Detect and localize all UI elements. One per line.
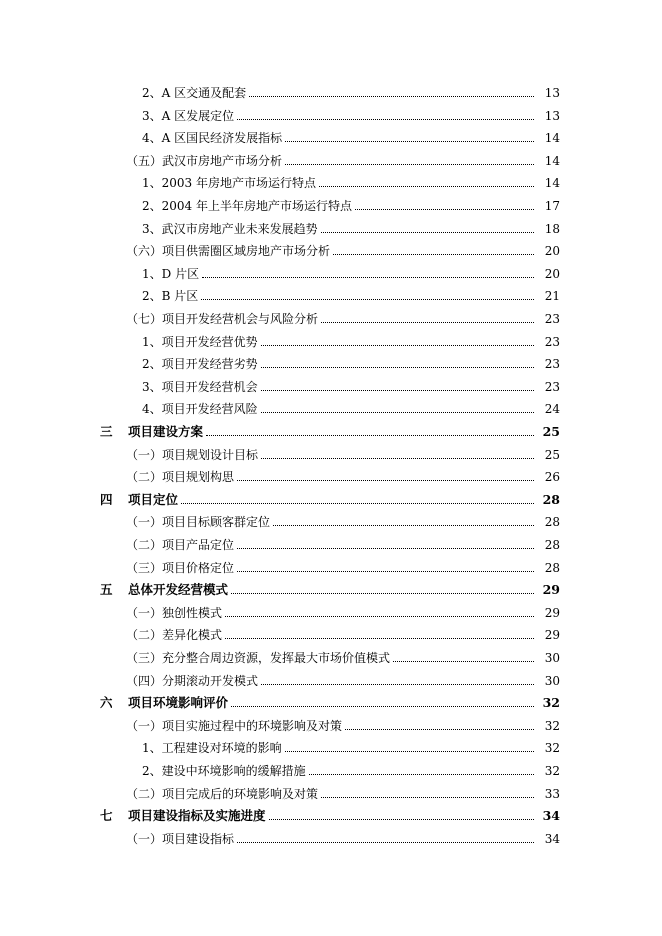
page-number: 32	[542, 695, 560, 710]
toc-entry-label: （一）项目建设指标	[126, 832, 235, 846]
page-number: 20	[544, 244, 560, 258]
page-number: 25	[544, 448, 560, 462]
dot-leader	[201, 299, 534, 300]
dot-leader	[321, 797, 534, 798]
page-number: 23	[544, 335, 560, 349]
dot-leader	[237, 480, 534, 481]
toc-entry-label: （六）项目供需圈区域房地产市场分析	[126, 244, 331, 258]
dot-leader	[231, 593, 534, 594]
toc-entry[interactable]	[142, 170, 560, 190]
dot-leader	[393, 661, 534, 662]
toc-entry-label	[100, 425, 206, 439]
dot-leader	[261, 390, 534, 391]
toc-entry[interactable]	[142, 261, 560, 281]
toc-entry-label: （二）项目规划构思	[126, 470, 235, 484]
page-number: 17	[544, 199, 560, 213]
toc-entry[interactable]	[126, 555, 560, 575]
toc-entry-label	[100, 809, 269, 823]
toc-entry[interactable]	[142, 758, 560, 778]
toc-entry[interactable]	[100, 487, 560, 507]
toc-entry-label: （七）项目开发经营机会与风险分析	[126, 312, 319, 326]
toc-entry-label: （二）项目产品定位	[126, 538, 235, 552]
toc-entry[interactable]	[142, 80, 560, 100]
toc-entry-label: 1、工程建设对环境的影响	[142, 741, 282, 755]
page-number: 28	[544, 538, 560, 552]
toc-entry-label: （三）充分整合周边资源，发挥最大市场价值模式	[126, 651, 391, 665]
page-number: 14	[544, 154, 560, 168]
toc-entry[interactable]	[126, 464, 560, 484]
toc-entry-label: 4、A 区国民经济发展指标	[142, 131, 283, 145]
dot-leader	[273, 525, 534, 526]
page-number: 18	[544, 222, 560, 236]
page-number: 14	[544, 176, 560, 190]
toc-entry-label	[100, 583, 231, 597]
dot-leader	[181, 503, 534, 504]
chapter-number: 五	[100, 582, 113, 597]
chapter-title: 项目建设方案	[128, 424, 204, 439]
dot-leader	[237, 119, 534, 120]
dot-leader	[261, 412, 534, 413]
toc-entry[interactable]	[126, 238, 560, 258]
page-number: 13	[544, 86, 560, 100]
toc-entry[interactable]	[126, 442, 560, 462]
toc-entry[interactable]	[126, 509, 560, 529]
toc-entry-label: （二）项目完成后的环境影响及对策	[126, 787, 319, 801]
dot-leader	[231, 706, 534, 707]
toc-entry[interactable]	[100, 803, 560, 823]
dot-leader	[202, 277, 534, 278]
toc-entry[interactable]	[142, 103, 560, 123]
page-number: 20	[544, 267, 560, 281]
dot-leader	[237, 548, 534, 549]
page-number: 33	[544, 787, 560, 801]
toc-entry[interactable]	[126, 306, 560, 326]
dot-leader	[333, 254, 534, 255]
toc-entry[interactable]	[126, 600, 560, 620]
page-number: 24	[544, 402, 560, 416]
page-number: 14	[544, 131, 560, 145]
dot-leader	[285, 164, 534, 165]
page-number: 25	[542, 424, 560, 439]
page-number: 28	[544, 515, 560, 529]
toc-entry-label: （五）武汉市房地产市场分析	[126, 154, 283, 168]
toc-entry-label: 3、A 区发展定位	[142, 109, 235, 123]
toc-entry-label: 2、项目开发经营劣势	[142, 357, 258, 371]
chapter-title: 项目建设指标及实施进度	[128, 808, 266, 823]
toc-entry[interactable]	[142, 283, 560, 303]
page-number: 21	[544, 289, 560, 303]
dot-leader	[309, 774, 534, 775]
toc-entry-label: 1、项目开发经营优势	[142, 335, 258, 349]
toc-entry[interactable]	[100, 419, 560, 439]
toc-entry-label	[100, 493, 181, 507]
toc-entry[interactable]	[142, 125, 560, 145]
page-number: 30	[544, 651, 560, 665]
dot-leader	[285, 141, 534, 142]
toc-entry-label: 2、2004 年上半年房地产市场运行特点	[142, 199, 352, 213]
toc-entry-label: 2、A 区交通及配套	[142, 86, 247, 100]
toc-entry-label: 1、2003 年房地产市场运行特点	[142, 176, 316, 190]
dot-leader	[269, 819, 534, 820]
toc-entry[interactable]	[126, 713, 560, 733]
dot-leader	[321, 232, 534, 233]
dot-leader	[261, 684, 534, 685]
page-number: 29	[544, 628, 560, 642]
chapter-number: 三	[100, 424, 113, 439]
toc-entry-label	[100, 696, 231, 710]
toc-entry-label: （一）项目目标顾客群定位	[126, 515, 271, 529]
toc-entry[interactable]	[100, 690, 560, 710]
page-number: 23	[544, 312, 560, 326]
chapter-title: 项目定位	[128, 492, 179, 507]
page-number: 32	[544, 741, 560, 755]
page-number: 30	[544, 674, 560, 688]
page-number: 34	[542, 808, 560, 823]
toc-entry-label: 1、D 片区	[142, 267, 200, 281]
dot-leader	[225, 638, 534, 639]
toc-entry[interactable]	[126, 781, 560, 801]
page-number: 13	[544, 109, 560, 123]
dot-leader	[355, 209, 534, 210]
dot-leader	[237, 842, 534, 843]
toc-entry-label: （一）项目实施过程中的环境影响及对策	[126, 719, 343, 733]
page-number: 29	[544, 606, 560, 620]
chapter-number: 七	[100, 808, 113, 823]
chapter-title: 项目环境影响评价	[128, 695, 229, 710]
toc-entry-label: （一）项目规划设计目标	[126, 448, 259, 462]
page-number: 23	[544, 357, 560, 371]
page-number: 34	[544, 832, 560, 846]
toc-entry-label: 4、项目开发经营风险	[142, 402, 258, 416]
chapter-number: 四	[100, 492, 113, 507]
dot-leader	[285, 751, 534, 752]
page-number: 26	[544, 470, 560, 484]
page-number: 32	[544, 719, 560, 733]
toc-entry[interactable]	[126, 148, 560, 168]
page-number: 29	[542, 582, 560, 597]
toc-entry[interactable]	[142, 735, 560, 755]
toc-entry[interactable]	[126, 532, 560, 552]
dot-leader	[206, 435, 534, 436]
dot-leader	[261, 367, 534, 368]
dot-leader	[261, 345, 534, 346]
chapter-title: 总体开发经营模式	[128, 582, 229, 597]
toc-entry[interactable]	[142, 193, 560, 213]
dot-leader	[249, 96, 534, 97]
dot-leader	[225, 616, 534, 617]
toc-entry[interactable]	[142, 216, 560, 236]
page-number: 28	[542, 492, 560, 507]
toc-entry-label: （三）项目价格定位	[126, 561, 235, 575]
toc-entry-label: 3、项目开发经营机会	[142, 380, 258, 394]
toc-entry[interactable]	[142, 374, 560, 394]
toc-entry[interactable]	[126, 645, 560, 665]
toc-entry[interactable]	[126, 668, 560, 688]
toc-entry[interactable]	[126, 826, 560, 846]
dot-leader	[319, 186, 534, 187]
toc-entry[interactable]	[142, 329, 560, 349]
page-number: 32	[544, 764, 560, 778]
toc-entry[interactable]	[142, 396, 560, 416]
dot-leader	[261, 458, 534, 459]
toc-entry-label: （四）分期滚动开发模式	[126, 674, 259, 688]
dot-leader	[345, 729, 534, 730]
chapter-number: 六	[100, 695, 113, 710]
dot-leader	[237, 571, 534, 572]
toc-entry[interactable]	[142, 351, 560, 371]
page-number: 28	[544, 561, 560, 575]
toc-entry-label: （二）差异化模式	[126, 628, 223, 642]
toc-entry-label: （一）独创性模式	[126, 606, 223, 620]
toc-entry[interactable]	[100, 577, 560, 597]
toc-entry-label: 2、B 片区	[142, 289, 199, 303]
toc-entry[interactable]	[126, 622, 560, 642]
dot-leader	[321, 322, 534, 323]
toc-entry-label: 2、建设中环境影响的缓解措施	[142, 764, 306, 778]
page-number: 23	[544, 380, 560, 394]
toc-entry-label: 3、武汉市房地产业未来发展趋势	[142, 222, 318, 236]
